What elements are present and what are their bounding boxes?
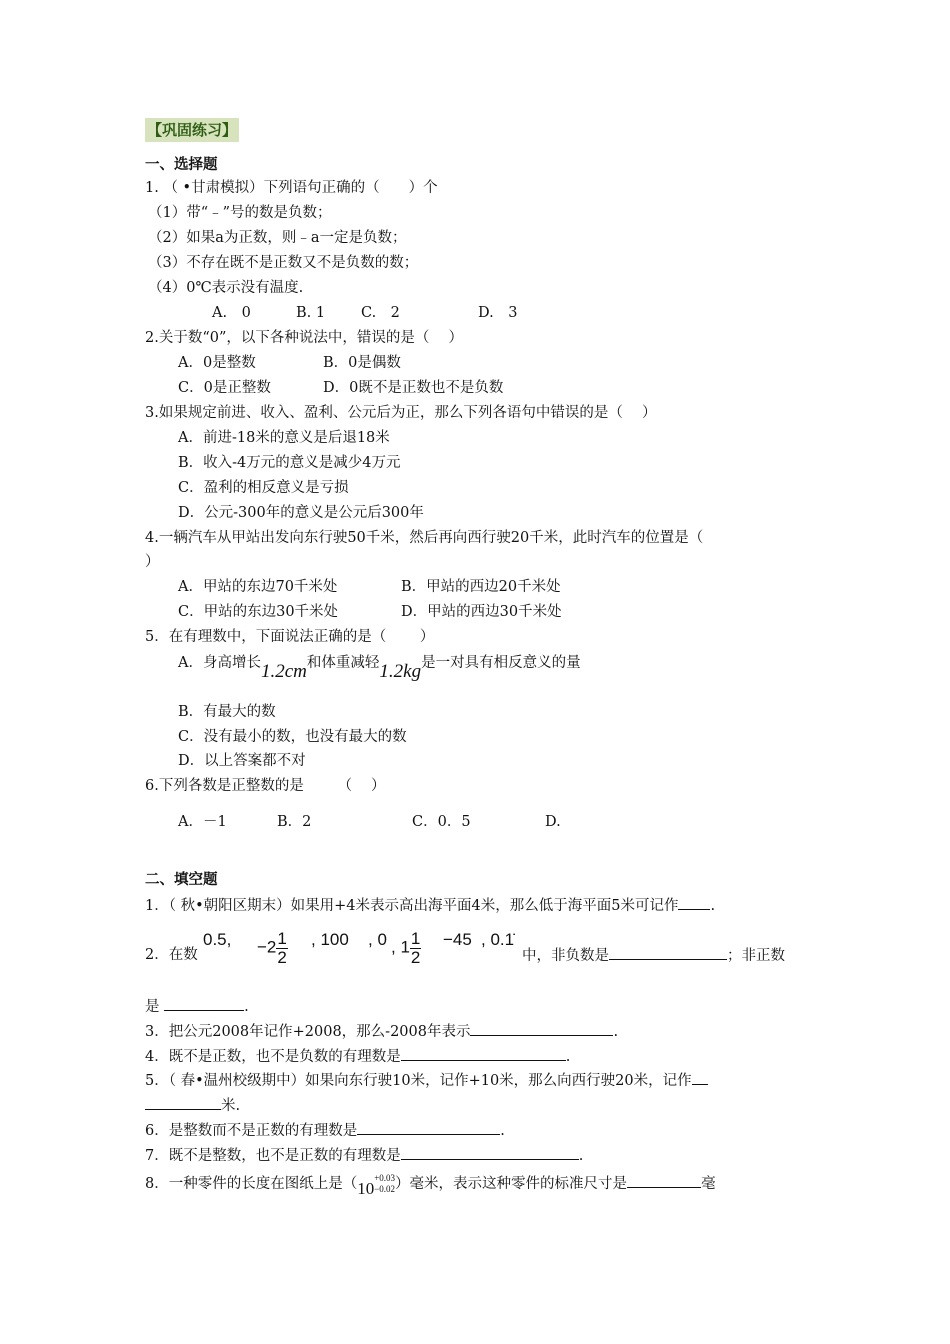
fill-q6-blank xyxy=(357,1120,500,1135)
q4-stem-continued: ） xyxy=(145,554,160,570)
fill-q2-line2-text: 是 xyxy=(145,999,160,1015)
fill-q8-middle: ）毫米，表示这种零件的标准尺寸是 xyxy=(395,1176,628,1192)
section-title-fill: 二、填空题 xyxy=(145,872,218,888)
fill-q8-upper: +0.03 xyxy=(374,1173,396,1183)
q5-option-c: C．没有最小的数，也没有最大的数 xyxy=(178,729,407,745)
fill-q1 xyxy=(145,895,715,916)
q1-statement-3: （3）不存在既不是正数又不是负数的数； xyxy=(148,255,419,271)
fill-q2-n5-frac xyxy=(410,930,421,967)
fill-q7 xyxy=(145,1145,583,1166)
q6-stem: 6.下列各数是正整数的是 （ ） xyxy=(145,778,386,794)
fill-q2-n4: , 0 xyxy=(368,930,387,949)
fill-q2-n2-frac xyxy=(276,930,287,967)
fill-q2-middle xyxy=(522,945,785,966)
q1-option-c: C. 2 xyxy=(361,305,400,321)
fill-q2-mid2-text: ；非正数 xyxy=(727,948,785,964)
q5-a-mid: 和体重减轻 xyxy=(306,655,380,671)
q1-option-a: A. 0 xyxy=(212,305,251,321)
q5-a-math-2: 1.2kg xyxy=(379,661,422,682)
q2-stem: 2.关于数“0”，以下各种说法中，错误的是（ ） xyxy=(145,330,463,346)
q6-option-a: A．－1 xyxy=(178,814,227,830)
q2-option-c: C．0是正整数 xyxy=(178,380,271,396)
fill-q2-n7: , 0.1̇ xyxy=(481,930,515,949)
fill-q3 xyxy=(145,1021,618,1042)
fill-q2-n2-int: −2 xyxy=(257,937,277,957)
q6-option-b: B．2 xyxy=(277,814,312,830)
fill-q8-prefix: 8．一种零件的长度在图纸上是（ xyxy=(145,1176,358,1192)
q1-statement-1: （1）带“﹣”号的数是负数； xyxy=(148,205,332,221)
fill-q2-n2-num: 1 xyxy=(277,929,287,948)
q3-stem: 3.如果规定前进、收入、盈利、公元后为正，那么下列各语句中错误的是（ ） xyxy=(145,405,657,421)
fill-q2-n1: 0.5, xyxy=(203,930,232,949)
fill-q2-n6: −45 xyxy=(443,930,472,949)
fill-q8-lower: −0.02 xyxy=(374,1184,396,1194)
q5-option-b: B．有最大的数 xyxy=(178,704,276,720)
fill-q8-blank xyxy=(627,1173,701,1188)
fill-q8-base: 10 xyxy=(357,1179,375,1198)
q1-statement-2: （2）如果a为正数，则﹣a一定是负数； xyxy=(148,230,407,246)
fill-q8-tolerance xyxy=(374,1173,395,1195)
fill-q3-blank xyxy=(470,1021,613,1036)
fill-q5 xyxy=(145,1070,708,1091)
fill-q2-blank-1 xyxy=(609,945,727,960)
q5-a-prefix: A．身高增长 xyxy=(178,655,261,671)
fill-q7-end: . xyxy=(578,1148,584,1164)
section-title-choice: 一、选择题 xyxy=(145,157,218,173)
fill-q8-end: 毫 xyxy=(701,1176,716,1192)
fill-q2-n5-den: 2 xyxy=(410,948,421,967)
fill-q5-line2 xyxy=(145,1095,240,1116)
q3-option-b: B．收入-4万元的意义是减少4万元 xyxy=(178,455,401,471)
fill-q4-text: 4．既不是正数，也不是负数的有理数是 xyxy=(145,1049,401,1065)
fill-q2-mid-text: 中，非负数是 xyxy=(522,948,609,964)
fill-q7-text: 7．既不是整数，也不是正数的有理数是 xyxy=(145,1148,401,1164)
q1-option-b: B. 1 xyxy=(296,305,326,321)
fill-q2-n5-int: , 1 xyxy=(391,937,410,957)
fill-q2-n2-den: 2 xyxy=(277,948,287,967)
fill-q1-end: . xyxy=(710,898,716,914)
fill-q5-blank-b xyxy=(145,1095,221,1110)
fill-q5-blank-a xyxy=(692,1070,708,1085)
q4-stem: 4.一辆汽车从甲站出发向东行驶50千米，然后再向西行驶20千米，此时汽车的位置是（ xyxy=(145,530,704,546)
q1-stem: 1. （ •甘肃模拟）下列语句正确的（ ）个 xyxy=(145,180,438,196)
q3-option-d: D．公元-300年的意义是公元后300年 xyxy=(178,505,424,521)
fill-q6-end: . xyxy=(500,1123,505,1139)
q4-option-a: A．甲站的东边70千米处 xyxy=(178,579,338,595)
fill-q8 xyxy=(145,1173,716,1198)
q5-stem: 5．在有理数中，下面说法正确的是（ ） xyxy=(145,629,435,645)
fill-q2-n5-num: 1 xyxy=(410,929,421,948)
banner-title: 【巩固练习】 xyxy=(145,118,239,142)
q1-statement-4: （4）0℃表示没有温度. xyxy=(148,280,304,296)
fill-q2-prefix: 2．在数 xyxy=(145,947,198,963)
fill-q5-text: 5．（ 春•温州校级期中）如果向东行驶10米，记作+10米，那么向西行驶20米，记作 xyxy=(145,1073,692,1089)
q1-option-d: D. 3 xyxy=(478,305,518,321)
q5-a-suffix: 是一对具有相反意义的量 xyxy=(421,655,581,671)
q3-option-a: A．前进-18米的意义是后退18米 xyxy=(178,430,390,446)
q5-a-math-1: 1.2cm xyxy=(260,661,307,682)
q2-option-a: A．0是整数 xyxy=(178,355,256,371)
fill-q2-end: . xyxy=(244,999,249,1015)
fill-q4-blank xyxy=(401,1046,566,1061)
fill-q2-n3: , 100 xyxy=(311,930,349,949)
fill-q2-mixed-2 xyxy=(391,930,421,967)
fill-q2-blank-2 xyxy=(164,996,244,1011)
q4-option-c: C．甲站的东边30千米处 xyxy=(178,604,339,620)
fill-q5-end: 米. xyxy=(221,1098,241,1114)
fill-q4 xyxy=(145,1046,570,1067)
q5-option-a xyxy=(178,652,581,682)
q3-option-c: C．盈利的相反意义是亏损 xyxy=(178,480,349,496)
q6-option-d: D. xyxy=(545,814,561,830)
q5-option-d: D．以上答案都不对 xyxy=(178,753,306,769)
fill-q3-text: 3．把公元2008年记作+2008，那么-2008年表示 xyxy=(145,1024,471,1040)
fill-q4-end: . xyxy=(565,1049,571,1065)
q2-option-b: B．0是偶数 xyxy=(323,355,401,371)
q4-option-d: D．甲站的西边30千米处 xyxy=(401,604,562,620)
fill-q6-text: 6．是整数而不是正数的有理数是 xyxy=(145,1123,358,1139)
fill-q3-end: . xyxy=(613,1024,619,1040)
fill-q6 xyxy=(145,1120,505,1141)
q2-option-d: D．0既不是正数也不是负数 xyxy=(323,380,504,396)
fill-q1-text: 1．（ 秋•朝阳区期末）如果用+4米表示高出海平面4米，那么低于海平面5米可记作 xyxy=(145,898,679,914)
fill-q2-line2 xyxy=(145,996,249,1017)
fill-q1-blank xyxy=(678,895,710,910)
q4-option-b: B．甲站的西边20千米处 xyxy=(401,579,561,595)
q6-option-c: C．0．5 xyxy=(412,814,471,830)
fill-q7-blank xyxy=(401,1145,579,1160)
fill-q2-mixed-1 xyxy=(257,930,288,967)
